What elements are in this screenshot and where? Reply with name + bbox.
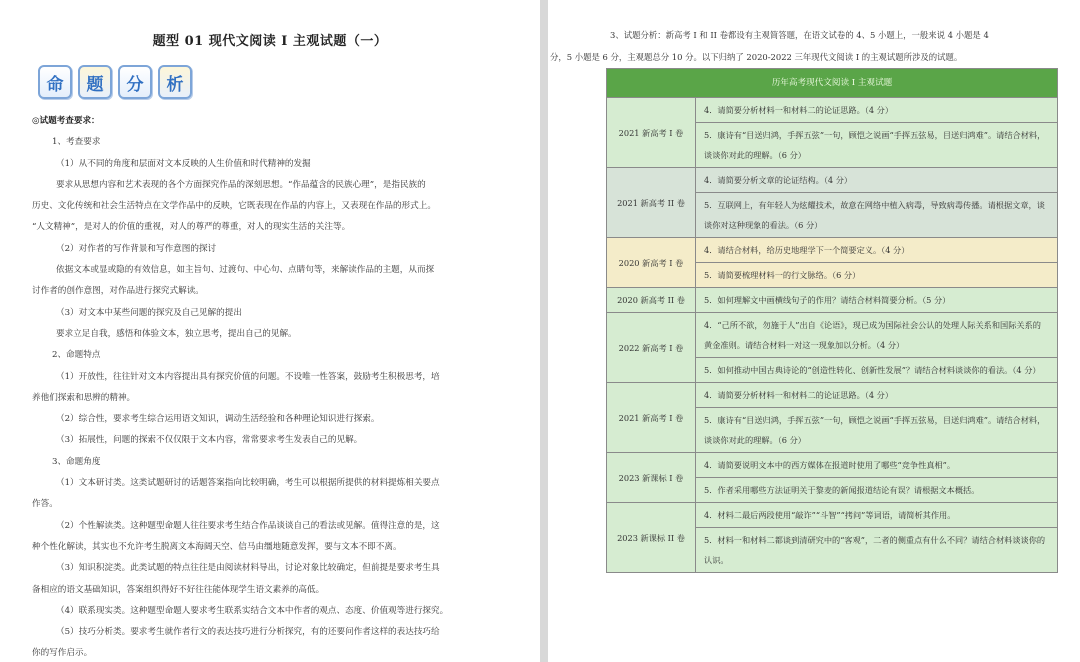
intro-line: 3、试题分析：新高考 I 和 II 卷都设有主观简答题，在语文试卷的 4、5 小题上，一般来说 4 小题是 4 (610, 30, 989, 40)
text-line: 要求从思想内容和艺术表现的各个方面探究作品的深刻思想。“作品蕴含的民族心理”，是指民族的 (56, 179, 426, 190)
right-document-page (548, 0, 1080, 662)
text-line: （5）技巧分析类。要求考生就作者行文的表达技巧进行分析探究，有的还要问作者这样的表达技巧给 (56, 627, 440, 638)
text-line: 备相应的语文基础知识，答案组织得好不好往往能体现学生语文素养的高低。 (32, 584, 325, 595)
question-cell: 5．请简要梳理材料一的行文脉络。（6 分） (696, 263, 1058, 288)
page-gutter (540, 0, 548, 662)
table-row (607, 168, 1058, 193)
exam-year-cell: 2021 新高考 I 卷 (607, 98, 696, 168)
text-line: ◎试题考查要求： (32, 116, 100, 126)
page-title: 题型 01 现代文阅读 I 主观试题（一） (152, 34, 388, 49)
analysis-intro (548, 24, 1080, 68)
text-line: （1）从不同的角度和层面对文本反映的人生价值和时代精神的发掘 (56, 158, 311, 169)
text-line: （2）对作者的写作背景和写作意图的探讨 (56, 243, 217, 254)
text-line: （1）文本研讨类。这类试题研讨的话题答案指向比较明确，考生可以根据所提供的材料提炼相关要点 (56, 478, 440, 489)
banner-char-2: 题 (78, 65, 112, 99)
question-cell: 5．材料一和材料二都谈到清研究中的“客观”，二者的侧重点有什么不同？请结合材料谈谈你的认识。 (696, 528, 1058, 573)
text-line: （4）联系现实类。这种题型命题人要求考生联系实结合文本中作者的观点、态度、价值观等进行探究。 (56, 605, 449, 616)
exam-year-cell: 2022 新高考 I 卷 (607, 313, 696, 383)
question-cell: 5．如何推动中国古典诗论的“创造性转化、创新性发展”？请结合材料谈谈你的看法。（4 分） (696, 358, 1058, 383)
exam-questions-table (606, 68, 1058, 573)
exam-year-cell: 2023 新课标 I 卷 (607, 453, 696, 503)
table-row (607, 98, 1058, 123)
question-cell: 4．“己所不欲，勿施于人”出自《论语》，现已成为国际社会公认的处理人际关系和国际关系的黄金准则。请结合材料一对这一现象加以分析。（4 分） (696, 313, 1058, 358)
banner-char-4: 析 (158, 65, 192, 99)
question-cell: 4．请简要分析材料一和材料二的论证思路。（4 分） (696, 383, 1058, 408)
exam-year-cell: 2023 新课标 II 卷 (607, 503, 696, 573)
text-line: “人文精神”，是对人的价值的重视，对人的尊严的尊重，对人的现实生活的关注等。 (32, 222, 351, 233)
table-row (607, 313, 1058, 358)
text-line: （3）对文本中某些问题的探究及自己见解的提出 (56, 307, 242, 318)
question-cell: 4．请结合材料，给历史地理学下一个简要定义。（4 分） (696, 238, 1058, 263)
question-cell: 5．作者采用哪些方法证明关于黎麦的新闻报道结论有误？请根据文本概括。 (696, 478, 1058, 503)
table-row (607, 453, 1058, 478)
analysis-banner (38, 65, 198, 99)
table-header: 历年高考现代文阅读 I 主观试题 (607, 69, 1058, 98)
banner-char-1: 命 (38, 65, 72, 99)
exam-year-cell: 2020 新高考 II 卷 (607, 288, 696, 313)
text-line: 3、命题角度 (52, 456, 101, 467)
requirements-text (32, 111, 510, 662)
table-row (607, 503, 1058, 528)
text-line: （3）拓展性，问题的探索不仅仅限于文本内容，常常要求考生发表自己的见解。 (56, 435, 363, 446)
text-line: 依据文本或显或隐的有效信息，如主旨句、过渡句、中心句、点睛句等，来解读作品的主题，从而探 (56, 265, 435, 276)
text-line: 历史、文化传统和社会生活特点在文学作品中的反映，它既表现在作品的内容上，又表现在作品的形式上。 (32, 201, 436, 212)
text-line: （2）个性解读类。这种题型命题人往往要求考生结合作品谈谈自己的看法或见解。值得注意的是，这 (56, 520, 440, 531)
table-row (607, 383, 1058, 408)
banner-char-3: 分 (118, 65, 152, 99)
text-line: 作答。 (32, 499, 58, 510)
table-row (607, 288, 1058, 313)
question-cell: 5．互联网上，有年轻人为炫耀技术，故意在网络中植入病毒，导致病毒传播。请根据文章，谈谈你对这种现象的看法。（6 分） (696, 193, 1058, 238)
exam-year-cell: 2021 新高考 I 卷 (607, 383, 696, 453)
text-line: 养他们探索和思辨的精神。 (32, 392, 136, 403)
text-line: 要求立足自我，感悟和体验文本，独立思考，提出自己的见解。 (56, 328, 297, 339)
exam-year-cell: 2021 新高考 II 卷 (607, 168, 696, 238)
question-cell: 5．康诗有“目送归鸿，手挥五弦”一句，顾恺之说画“手挥五弦易，目送归鸿难”。请结合材料，谈谈你对此的理解。（6 分） (696, 123, 1058, 168)
text-line: 1、考查要求 (52, 137, 101, 148)
text-line: 2、命题特点 (52, 350, 101, 361)
question-cell: 4．请简要分析材料一和材料二的论证思路。（4 分） (696, 98, 1058, 123)
text-line: （2）综合性，要求考生综合运用语文知识，调动生活经验和各种理论知识进行探索。 (56, 414, 380, 425)
text-line: （1）开放性，往往针对文本内容提出具有探究价值的问题。不设唯一性答案，鼓励考生积极思考，培 (56, 371, 440, 382)
text-line: 你的写作启示。 (32, 648, 93, 659)
text-line: 种个性化解读，其实也不允许考生脱离文本海阔天空、信马由缰地随意发挥，要与文本不即不离。 (32, 541, 402, 552)
intro-line: 分，5 小题是 6 分，主观题总分 10 分。以下归纳了 2020-2022 三年现代文阅读 I 的主观试题所涉及的试题。 (550, 52, 963, 62)
exam-year-cell: 2020 新高考 I 卷 (607, 238, 696, 288)
question-cell: 4．材料二最后两段使用“敲诈”“斗智”“拷问”等词语，请简析其作用。 (696, 503, 1058, 528)
table-row (607, 238, 1058, 263)
text-line: （3）知识积淀类。此类试题的特点往往是由阅读材料导出，讨论对象比较确定，但前提是要求考生具 (56, 563, 440, 574)
question-cell: 5．如何理解文中画横线句子的作用？请结合材料简要分析。（5 分） (696, 288, 1058, 313)
text-line: 讨作者的创作意图，对作品进行探究式解读。 (32, 286, 204, 297)
question-cell: 4．请简要说明文本中的西方媒体在报道时使用了哪些“竞争性真相”。 (696, 453, 1058, 478)
question-cell: 5．康诗有“目送归鸿，手挥五弦”一句，顾恺之说画“手挥五弦易，目送归鸿难”。请结合材料，谈谈你对此的理解。（6 分） (696, 408, 1058, 453)
question-cell: 4．请简要分析文章的论证结构。（4 分） (696, 168, 1058, 193)
